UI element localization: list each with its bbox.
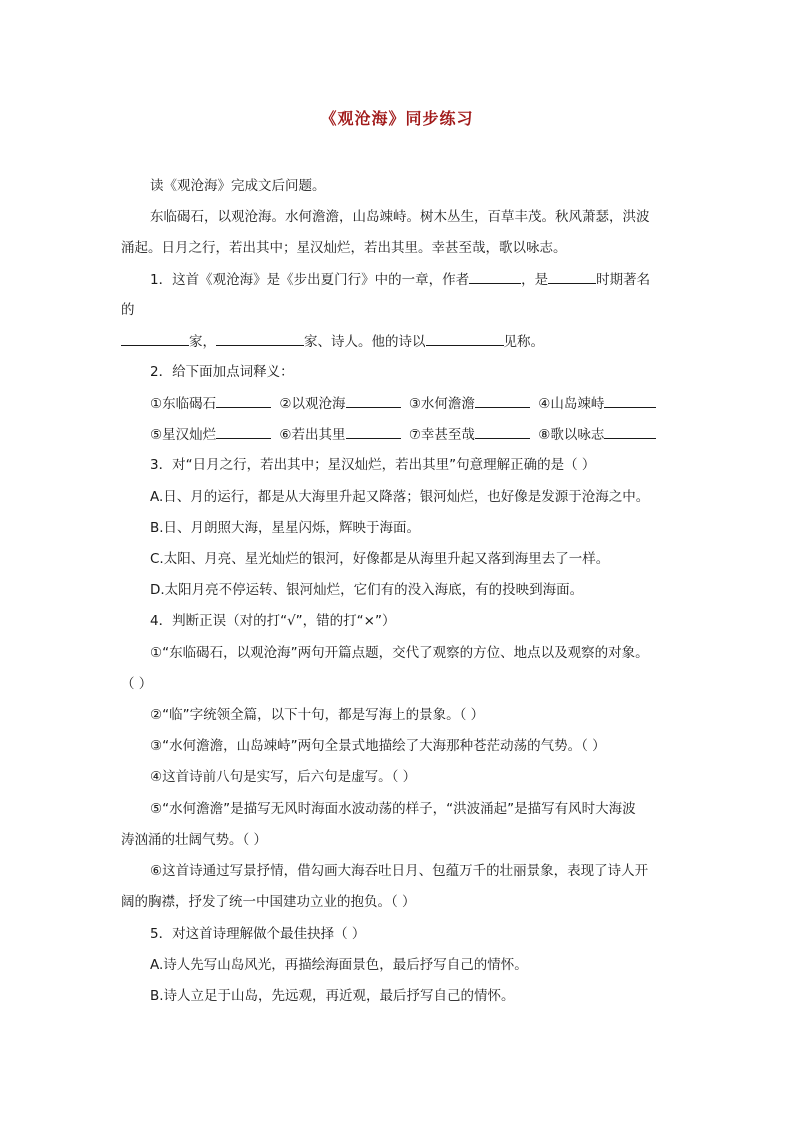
q2-blank[interactable] [216, 393, 271, 408]
q1-text: ，是 [521, 272, 549, 288]
q1-line-1 [150, 269, 650, 290]
q1-blank-role-1[interactable] [121, 331, 189, 346]
page-title: 《观沧海》同步练习 [320, 109, 474, 128]
q4-statement-2: ②“临”字统领全篇，以下十句，都是写海上的景象。（ ） [150, 707, 485, 723]
q4-statement-4: ④这首诗前八句是实写，后六句是虚写。（ ） [150, 769, 417, 785]
q2-item [150, 393, 271, 414]
poem-line-2: 涌起。日月之行，若出其中；星汉灿烂，若出其里。幸甚至哉，歌以咏志。 [121, 240, 567, 256]
q4-statement-1: ①“东临碣石，以观沧海”两句开篇点题，交代了观察的方位、地点以及观察的对象。 [150, 645, 649, 661]
q3-option-a: A.日、月的运行，都是从大海里升起又降落；银河灿烂，也好像是发源于沧海之中。 [150, 489, 650, 505]
q2-blank[interactable] [604, 424, 656, 439]
q2-item-label: ②以观沧海 [279, 396, 346, 412]
q4-statement-3: ③“水何澹澹，山岛竦峙”两句全景式地描绘了大海那种苍茫动荡的气势。（ ） [150, 738, 606, 754]
q2-item-label: ④山岛竦峙 [538, 396, 605, 412]
q1-text: 家、诗人。他的诗以 [304, 334, 426, 350]
q2-row-2 [150, 424, 656, 445]
q1-blank-author[interactable] [469, 269, 521, 284]
q5-stem: 5．对这首诗理解做个最佳抉择（ ） [150, 926, 366, 942]
q4-statement-6: ⑥这首诗通过写景抒情，借勾画大海吞吐日月、包蕴万千的壮丽景象，表现了诗人开 [150, 863, 649, 879]
q2-item [150, 424, 271, 445]
q1-blank-era[interactable] [548, 269, 596, 284]
q4-statement-5-cont: 涛汹涌的壮阔气势。（ ） [121, 832, 268, 848]
q3-stem: 3．对“日月之行，若出其中；星汉灿烂，若出其里”句意理解正确的是（ ） [150, 457, 596, 473]
q3-option-d: D.太阳月亮不停运转、银河灿烂，它们有的没入海底，有的投映到海面。 [150, 582, 584, 598]
q2-blank[interactable] [475, 393, 530, 408]
q2-blank[interactable] [346, 393, 401, 408]
q4-stem: 4．判断正误（对的打“√”，错的打“×”） [150, 613, 396, 629]
q1-line-3 [121, 331, 544, 352]
q2-item-label: ⑧歌以咏志 [538, 427, 605, 443]
q2-item [538, 393, 656, 414]
q1-text: 见称。 [503, 334, 544, 350]
q1-blank-role-2[interactable] [216, 331, 304, 346]
q2-item [279, 393, 400, 414]
q4-answer-paren-1: （ ） [121, 676, 153, 692]
q5-option-b: B.诗人立足于山岛，先远观，再近观，最后抒写自己的情怀。 [150, 988, 515, 1004]
q1-text: 1．这首《观沧海》是《步出夏门行》中的一章，作者 [150, 272, 470, 288]
q2-blank[interactable] [604, 393, 656, 408]
q2-item [409, 393, 530, 414]
poem-line-1: 东临碣石，以观沧海。水何澹澹，山岛竦峙。树木丛生，百草丰茂。秋风萧瑟，洪波 [150, 209, 650, 225]
q2-blank[interactable] [216, 424, 271, 439]
q2-item-label: ⑤星汉灿烂 [150, 427, 217, 443]
q2-stem: 2．给下面加点词释义： [150, 364, 294, 380]
q2-row-1 [150, 393, 656, 414]
q1-text: 家， [189, 334, 216, 350]
q2-blank[interactable] [346, 424, 401, 439]
q1-text: 时期著名 [596, 272, 651, 288]
q2-item [409, 424, 530, 445]
q1-line-2: 的 [121, 302, 135, 318]
q3-option-b: B.日、月朗照大海，星星闪烁，辉映于海面。 [150, 520, 421, 536]
intro-text: 读《观沧海》完成文后问题。 [150, 178, 326, 194]
q5-option-a: A.诗人先写山岛风光，再描绘海面景色，最后抒写自己的情怀。 [150, 957, 528, 973]
q2-item [279, 424, 400, 445]
q2-item-label: ⑦幸甚至哉 [408, 427, 475, 443]
q2-item [538, 424, 656, 445]
q4-statement-5: ⑤“水何澹澹”是描写无风时海面水波动荡的样子，“洪波涌起”是描写有风时大海波 [150, 801, 636, 817]
q2-item-label: ⑥若出其里 [279, 427, 346, 443]
q4-statement-6-cont: 阔的胸襟，抒发了统一中国建功立业的抱负。（ ） [121, 894, 416, 910]
q1-blank-style[interactable] [426, 331, 504, 346]
q2-item-label: ①东临碣石 [150, 396, 217, 412]
q2-blank[interactable] [475, 424, 530, 439]
q3-option-c: C.太阳、月亮、星光灿烂的银河，好像都是从海里升起又落到海里去了一样。 [150, 551, 610, 567]
q2-item-label: ③水何澹澹 [408, 396, 475, 412]
